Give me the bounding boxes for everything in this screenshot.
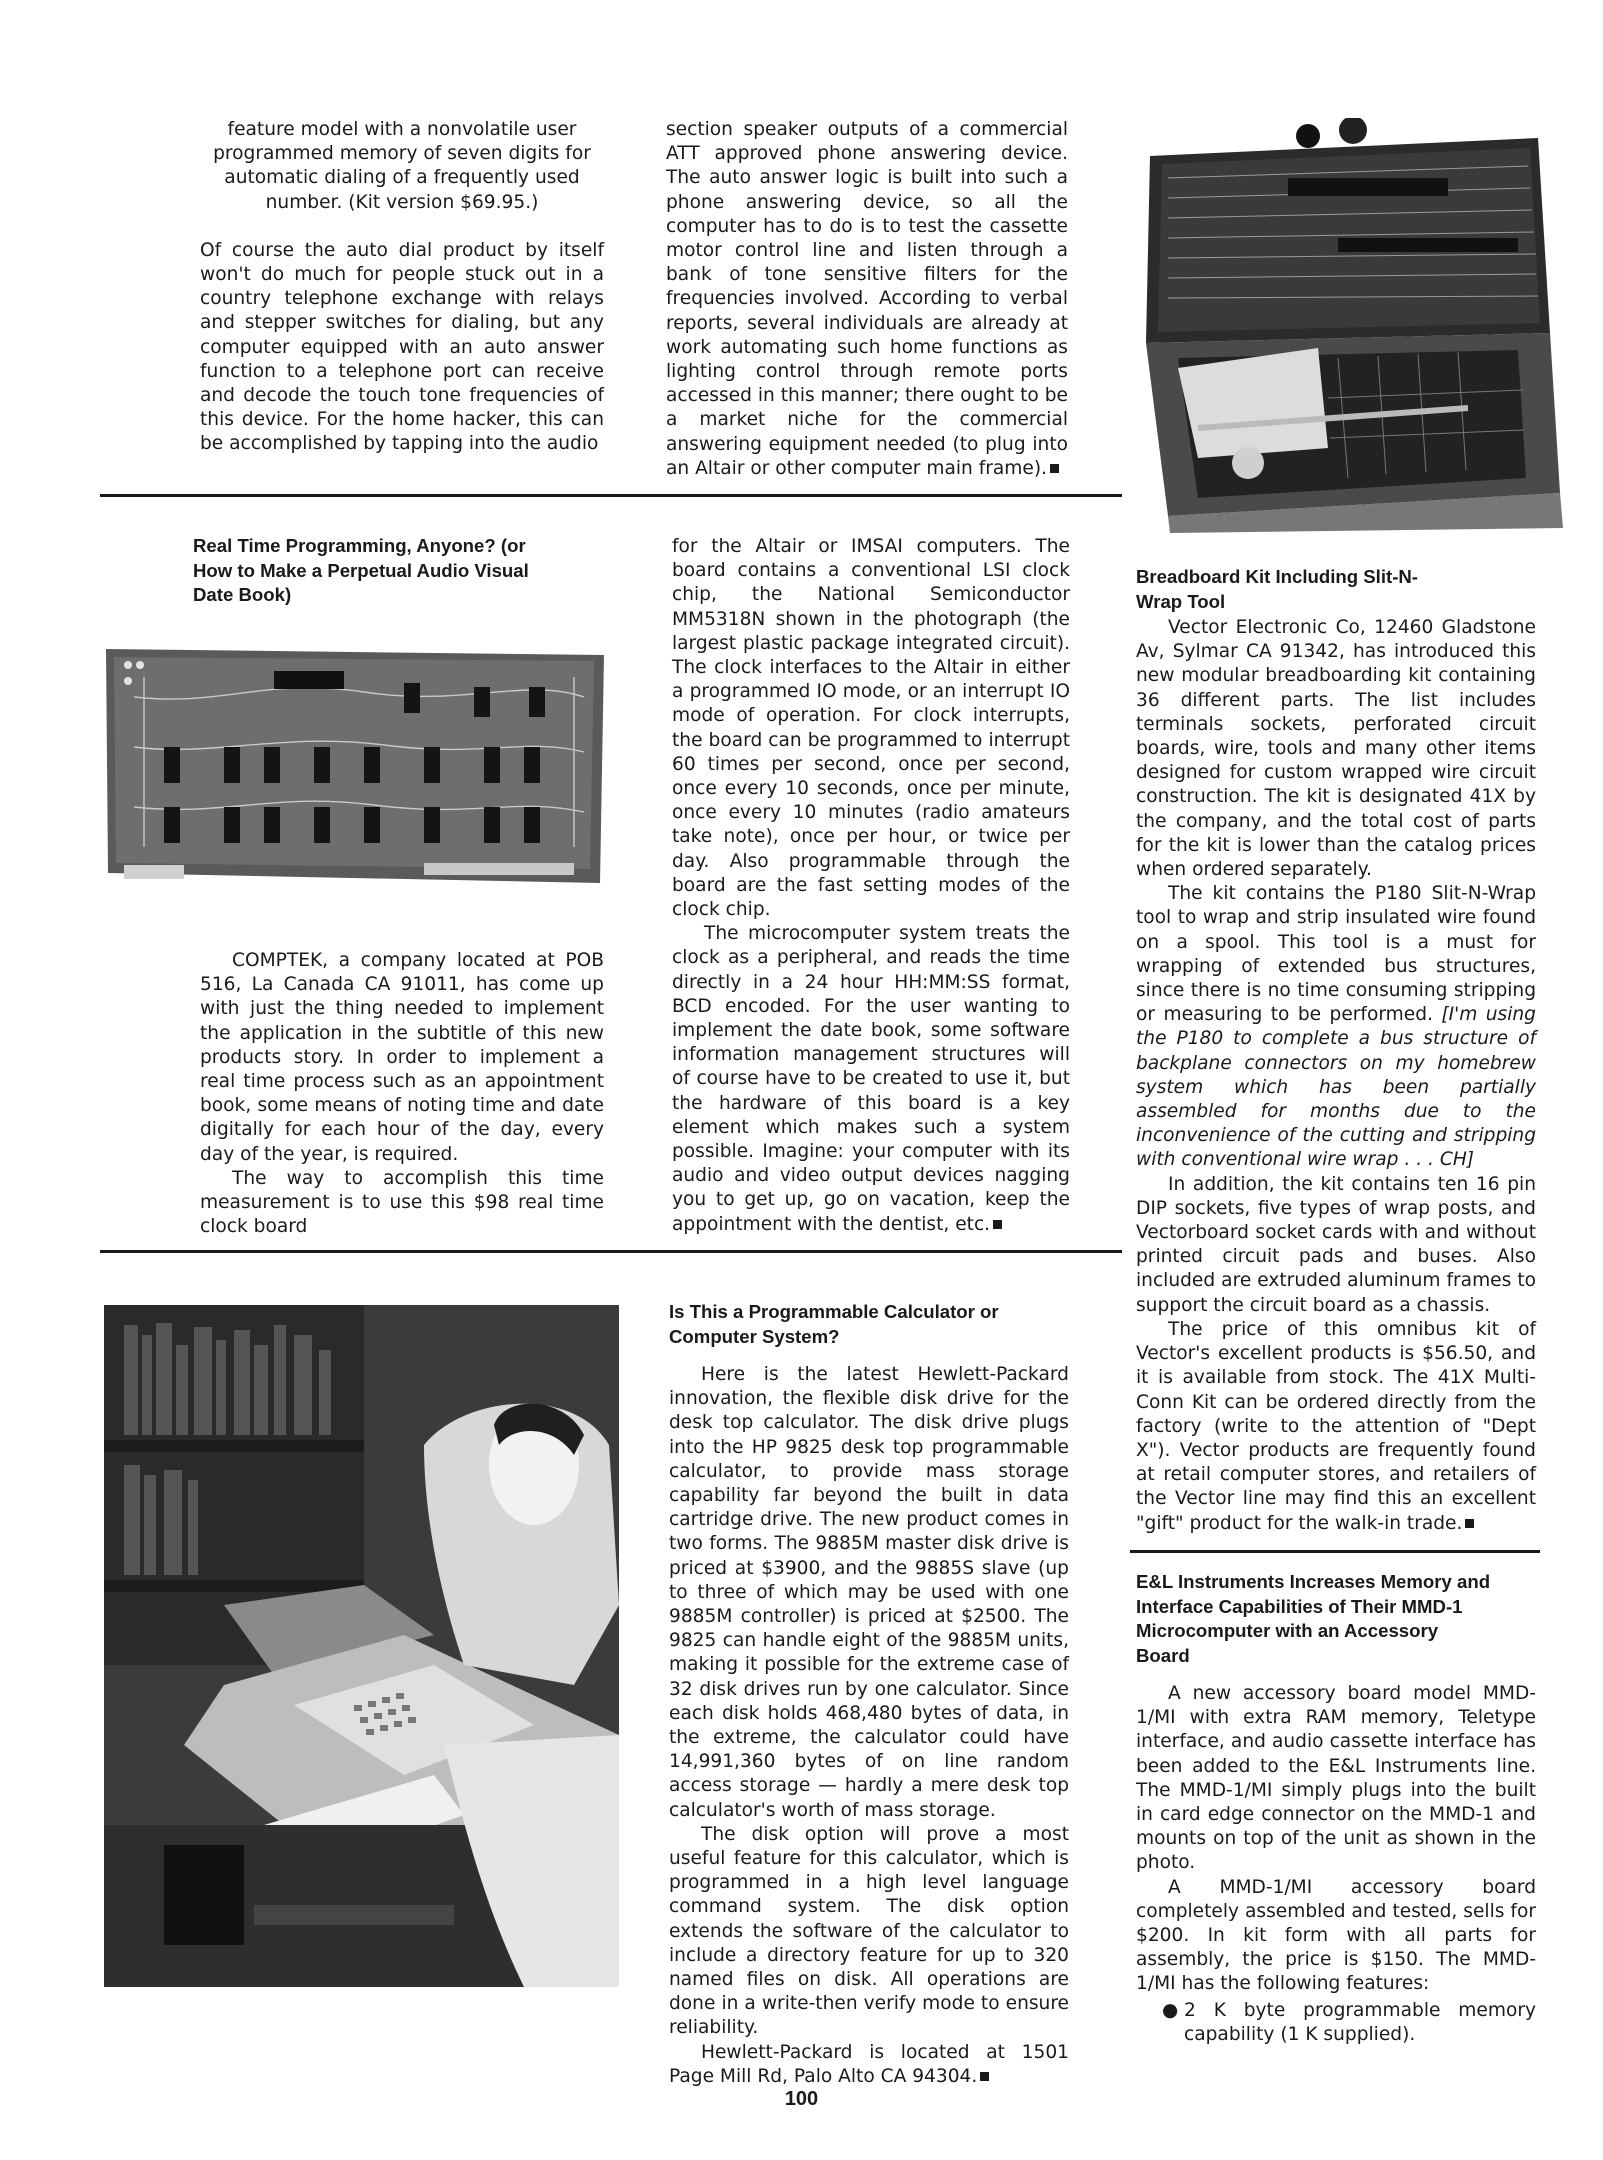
vector-p2-text: The kit contains the P180 Slit-N-Wrap tool to wrap and strip insulated wire found on a spool. This tool is a must for wrapping of extended bus structures, since there is no time consuming stripping or measuring to be performed.	[1136, 883, 1536, 1026]
end-mark-icon	[980, 2072, 989, 2081]
hp-calculator-photo	[104, 1305, 619, 1987]
section-divider-right	[1130, 1550, 1540, 1553]
section-divider-middle	[100, 1250, 1122, 1253]
el-col	[1136, 1570, 1536, 2047]
realtime-p1: COMPTEK, a company located at POB 516, La Canada CA 91011, has come up with just the thing needed to implement the application in the subtitle of this new products story. In order to implement a real time process such as an appointment book, some means of noting time and date digitally for each hour of the day, every day of the year, is required.	[200, 950, 604, 1165]
realtime-p4-text: The microcomputer system treats the clock as a peripheral, and reads the time directly in a 24 hour HH:MM:SS format, BCD encoded. For the user wanting to implement the date book, some software information management structures will of course have to be created to use it, but the hardware of this board is a key element which makes such a system possible. Imagine: your computer with its audio and video output devices nagging you to get up, go on vacation, keep the appointment with the dentist, etc.	[672, 923, 1070, 1235]
breadboard-photo-svg	[1138, 118, 1568, 536]
el-title: E&L Instruments Increases Memory and Interface Capabilities of Their MMD-1 Microcomputer with an Accessory Board	[1136, 1571, 1491, 1666]
clock-board-photo	[104, 637, 607, 893]
hp-title: Is This a Programmable Calculator or Computer System?	[669, 1301, 999, 1347]
end-mark-icon	[1465, 1519, 1474, 1528]
vector-title: Breadboard Kit Including Slit-N-Wrap Tool	[1136, 566, 1419, 612]
hp-p3-text: Hewlett-Packard is located at 1501 Page Mill Rd, Palo Alto CA 94304.	[669, 2041, 1069, 2087]
hp-p1: Here is the latest Hewlett-Packard innovation, the flexible disk drive for the desk top calculator. The disk drive plugs into the HP 9825 desk top programmable calculator, to provide mass storage capability far beyond the built in data cartridge drive. The new product comes in two forms. The 9885M master disk drive is priced at $3900, and the 9885S slave (up to three of which may be used with one 9885M controller) is priced at $2500. The 9825 can handle eight of the 9885M units, making it possible for the extreme case of 32 disk drives run by one calculator. Since each disk holds 468,480 bytes of data, in the extreme, the calculator could have 14,991,360 bytes of on line random access storage — hardly a mere desk top calculator's worth of mass storage.	[669, 1364, 1069, 1821]
autodial-col1-p1: feature model with a nonvolatile user programmed memory of seven digits for automatic dialing of a frequently used number. (Kit version $69.95.)	[213, 119, 591, 213]
realtime-col2	[672, 535, 1070, 1237]
end-mark-icon	[993, 1220, 1002, 1229]
autodial-col1-p2: Of course the auto dial product by itself won't do much for people stuck out in a country telephone exchange with relays and stepper switches for dialing, but any computer equipped with an auto answer function to a telephone port can receive and decode the touch tone frequencies of this device. For the home hacker, this can be accomplished by tapping into the audio	[200, 239, 604, 455]
autodial-col2	[666, 118, 1068, 481]
el-p1: A new accessory board model MMD-1/MI with extra RAM memory, Teletype interface, and audio cassette interface has been added to the E&L Instruments line. The MMD-1/MI simply plugs into the built in card edge connector on the MMD-1 and mounts on top of the unit as shown in the photo.	[1136, 1683, 1536, 1874]
end-mark-icon	[1050, 464, 1059, 473]
autodial-col2-p1	[666, 118, 1068, 481]
el-p2: A MMD-1/MI accessory board completely assembled and tested, sells for $200. In kit form with all parts for assembly, the price is $150. The MMD-1/MI has the following features:	[1136, 1876, 1536, 1995]
vector-p2	[1136, 882, 1536, 1172]
autodial-col2-text: section speaker outputs of a commercial ATT approved phone answering device. The auto answer logic is built into such a phone answering device, so all the computer has to do is to test the cassette motor control line and listen through a bank of tone sensitive filters for the frequencies involved. According to verbal reports, several individuals are already at work automating such home functions as lighting control through remote ports accessed in this manner; there ought to be a market niche for the commercial answering equipment needed (to plug into an Altair or other computer main frame).	[666, 119, 1068, 479]
section-divider-top	[100, 494, 1122, 497]
clock-board-svg	[104, 637, 607, 893]
el-bullet-text: 2 K byte programmable memory capability (1 K supplied).	[1184, 1999, 1536, 2045]
autodial-col1	[200, 118, 604, 457]
realtime-p2: The way to accomplish this time measurement is to use this $98 real time clock board	[200, 1167, 604, 1238]
breadboard-kit-photo	[1138, 118, 1568, 536]
vector-p3: In addition, the kit contains ten 16 pin DIP sockets, five types of wrap posts, and Vectorboard socket cards with and without printed circuit pads and buses. Also included are extruded aluminum frames to support the circuit board as a chassis.	[1136, 1173, 1536, 1316]
realtime-title: Real Time Programming, Anyone? (or How to Make a Perpetual Audio Visual Date Book)	[193, 535, 529, 605]
vector-p4-text: The price of this omnibus kit of Vector's excellent products is $56.50, and it is available from stock. The 41X Multi-Conn Kit can be ordered directly from the factory (write to the attention of "Dept X"). Vector products are frequently found at retail computer stores, and retailers of the Vector line may find this an excellent "gift" product for the walk-in trade.	[1136, 1318, 1536, 1534]
vector-p4	[1136, 1318, 1536, 1536]
page-number: 100	[784, 2088, 819, 2110]
el-bullet-item	[1162, 1999, 1536, 2047]
realtime-p3: for the Altair or IMSAI computers. The board contains a conventional LSI clock chip, the National Semiconductor MM5318N shown in the photograph (the largest plastic package integrated circuit). The clock interfaces to the Altair in either a programmed IO mode, or an interrupt IO mode of operation. For clock interrupts, the board can be programmed to interrupt 60 times per second, once per second, once every 10 seconds, once per minute, once every 10 minutes (radio amateurs take note), once per hour, or twice per day. Also programmable through the board are the fast setting modes of the clock chip.	[672, 536, 1070, 921]
hp-p2: The disk option will prove a most useful feature for this calculator, which is programmed in a high level language command system. The disk option extends the software of the calculator to include a directory feature for up to 320 named files on disk. All operations are done in a write-then verify mode to ensure reliability.	[669, 1823, 1069, 2039]
hp-photo-svg	[104, 1305, 619, 1987]
realtime-p4	[672, 922, 1070, 1237]
hp-p3	[669, 2041, 1069, 2089]
realtime-col1	[200, 949, 604, 1239]
hp-col	[669, 1300, 1069, 2089]
editor-note: [I'm using the P180 to complete a bus structure of backplane connectors on my homebrew system which has been partially assembled for months due to the inconvenience of the cutting and stripping with conventional wire wrap . . . CH]	[1136, 1004, 1536, 1171]
vector-col	[1136, 565, 1536, 1536]
vector-p1: Vector Electronic Co, 12460 Gladstone Av, Sylmar CA 91342, has introduced this new modular breadboarding kit containing 36 different parts. The list includes terminals sockets, perforated circuit boards, wire, tools and many other items designed for custom wrapped wire circuit construction. The kit is designated 41X by the company, and the total cost of parts for the kit is lower than the catalog prices when ordered separately.	[1136, 617, 1536, 881]
bullet-icon: ●	[1162, 1999, 1179, 2021]
